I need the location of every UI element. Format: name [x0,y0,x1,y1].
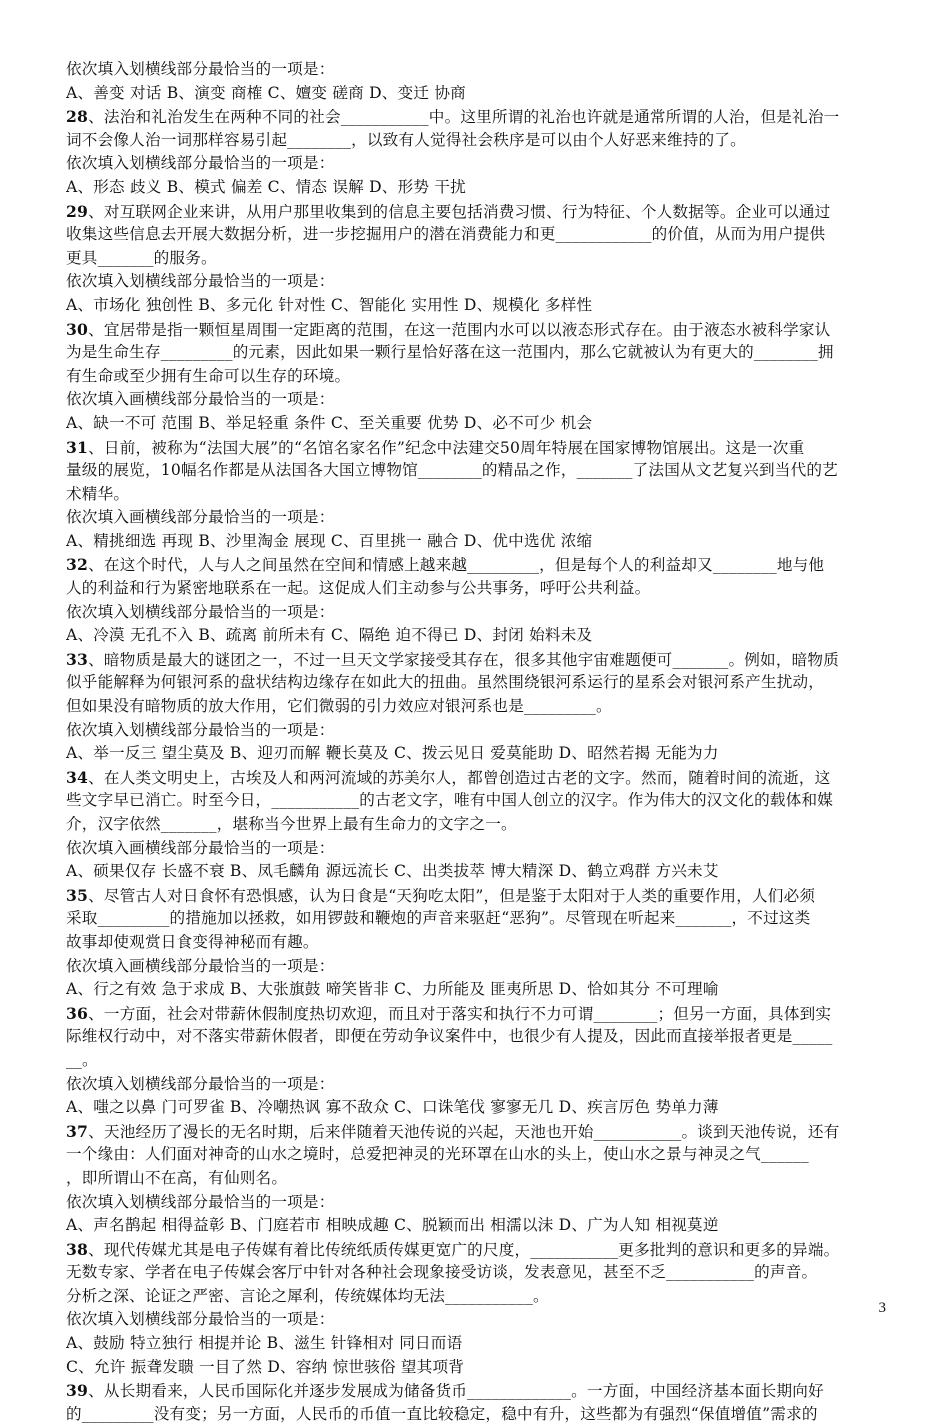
line-text: A、精挑细选 再现 B、沙里淘金 展现 C、百里挑一 融合 D、优中选优 浓缩 [66,531,593,550]
question-line [66,436,884,460]
line-text: 、一方面，社会对带薪休假制度热切欢迎，而且对于落实和执行不力可谓________；但另一方面，具体到实 [88,1004,832,1023]
question-line [66,766,884,790]
line-text: 、法治和礼治发生在两种不同的社会___________中。这里所谓的礼治也许就是通常所谓的人治，但是礼治一 [88,108,840,127]
text-line [66,978,884,1002]
line-text: 依次填入划横线部分最恰当的一项是： [66,602,335,621]
question-number: 31 [66,437,89,457]
text-line [66,1025,884,1049]
text-line [66,789,884,813]
page-number: 3 [878,1300,886,1316]
text-line [66,152,884,176]
question-number: 30 [66,319,89,339]
line-text: 词不会像人治一词那样容易引起________，以致有人觉得社会秩序是可以由个人好恶来维持的了。 [66,130,746,149]
question-line [66,648,884,672]
text-line [66,601,884,625]
text-line [66,671,884,695]
line-text: 介，汉字依然_______，堪称当今世界上最有生命力的文字之一。 [66,815,517,833]
question-line [66,105,884,129]
question-line [66,1379,884,1403]
line-text: 更具_______的服务。 [66,248,217,267]
line-text: 、现代传媒尤其是电子传媒有着比传统纸质传媒更宽广的尺度，___________更多批判的意识和更多的异端。 [88,1240,840,1259]
question-number: 32 [66,555,89,575]
text-line [66,1356,884,1380]
line-text: 依次填入画横线部分最恰当的一项是： [66,508,335,527]
text-line [66,742,884,766]
text-line [66,837,884,861]
text-line [66,270,884,294]
line-text: 、尽管古人对日食怀有恐惧感，认为日食是“天狗吃太阳”，但是鉴于太阳对于人类的重要作用，人们必须 [88,886,816,905]
line-text: 故事却使观赏日食变得神秘而有趣。 [66,932,319,951]
line-text: 、对互联网企业来讲，从用户那里收集到的信息主要包括消费习惯、行为特征、个人数据等。企业可以通过 [88,202,831,221]
text-line [66,129,884,153]
question-number: 39 [66,1381,89,1401]
line-text: A、鼓励 特立独行 相提并论 B、滋生 针锋相对 同日而语 [66,1334,463,1353]
line-text: 术精华。 [66,484,130,503]
text-line [66,931,884,955]
line-text: 际维权行动中，对不落实带薪休假者，即便在劳动争议案件中，也很少有人提及，因此而直接举报者更是_____ [66,1027,833,1046]
line-text: 、从长期看来，人民币国际化并逐步发展成为储备货币_____________。一方面，中国经济基本面长期向好 [88,1382,824,1401]
text-line [66,955,884,979]
line-text: 依次填入划横线部分最恰当的一项是： [66,154,335,173]
question-number: 28 [66,107,89,127]
line-text: 采取_________的措施加以拯救，如用锣鼓和鞭炮的声音来驱赶“恶狗”。尽管现在听起来_______，不过这类 [66,909,811,928]
text-line [66,483,884,507]
line-text: 依次填入画横线部分最恰当的一项是： [66,390,335,409]
line-text: 依次填入划横线部分最恰当的一项是： [66,60,335,78]
line-text: 为是生命生存_________的元素，因此如果一颗行星恰好落在这一范围内，那么它就被认为有更大的________拥 [66,343,834,362]
text-line [66,813,884,837]
question-line [66,1120,884,1144]
text-line [66,58,884,82]
question-number: 35 [66,885,89,905]
line-text: 有生命或至少拥有生命可以生存的环境。 [66,366,351,385]
text-line [66,1096,884,1120]
text-line [66,577,884,601]
text-line [66,624,884,648]
line-text: 依次填入划横线部分最恰当的一项是： [66,1192,335,1211]
text-line [66,294,884,318]
text-line [66,506,884,530]
text-line [66,1073,884,1097]
line-text: 分析之深、论证之严密、言论之犀利，传统媒体均无法___________。 [66,1286,549,1305]
question-number: 29 [66,201,89,221]
line-text: 些文字早已消亡。时至今日，___________的古老文字，唯有中国人创立的汉字。作为伟大的汉文化的载体和媒 [66,791,834,810]
line-text: 、天池经历了漫长的无名时期，后来伴随着天池传说的兴起，天池也开始___________。谈到天池传说，还有 [88,1122,840,1141]
line-text: 、暗物质是最大的谜团之一，不过一旦天文学家接受其存在，很多其他宇宙难题便可_______。例如，暗物质 [88,650,840,669]
text-line [66,1167,884,1191]
text-line [66,1143,884,1167]
line-text: 但如果没有暗物质的放大作用，它们微弱的引力效应对银河系也是_________。 [66,697,612,716]
text-line [66,1214,884,1238]
text-line [66,1403,884,1426]
line-text: 人的利益和行为紧密地联系在一起。这促成人们主动参与公共事务，呼吁公共利益。 [66,579,651,598]
text-line [66,1308,884,1332]
text-line [66,907,884,931]
text-line [66,365,884,389]
line-text: A、行之有效 急于求成 B、大张旗鼓 啼笑皆非 C、力所能及 匪夷所思 D、恰如其分 不可理喻 [66,980,719,999]
text-line [66,223,884,247]
text-line [66,719,884,743]
text-line [66,412,884,436]
line-text: C、允许 振聋发聩 一目了然 D、容纳 惊世骇俗 望其项背 [66,1357,465,1376]
document-body [66,58,884,1426]
line-text: A、善变 对话 B、演变 商榷 C、嬗变 磋商 D、变迁 协商 [66,83,466,102]
line-text: A、声名鹊起 相得益彰 B、门庭若市 相映成趣 C、脱颖而出 相濡以沫 D、广为人知 相视莫逆 [66,1216,719,1235]
text-line [66,1049,884,1073]
question-number: 33 [66,649,89,669]
text-line [66,530,884,554]
text-line [66,341,884,365]
line-text: 依次填入划横线部分最恰当的一项是： [66,272,335,291]
line-text: 一个缘由：人们面对神奇的山水之境时，总爱把神灵的光环罩在山水的头上，使山水之景与神灵之气______ [66,1145,809,1164]
line-text: 依次填入划横线部分最恰当的一项是： [66,720,335,739]
text-line [66,176,884,200]
question-line [66,1002,884,1026]
text-line [66,82,884,106]
question-line [66,553,884,577]
line-text: A、冷漠 无孔不入 B、疏离 前所未有 C、隔绝 迫不得已 D、封闭 始料未及 [66,626,593,645]
question-number: 37 [66,1121,89,1141]
text-line [66,1191,884,1215]
line-text: 、日前，被称为“法国大展”的“名馆名家名作”纪念中法建交50周年特展在国家博物馆展出。这是一次重 [88,438,805,457]
line-text: 依次填入划横线部分最恰当的一项是： [66,1310,335,1329]
line-text: ，即所谓山不在高，有仙则名。 [66,1168,288,1187]
question-line [66,1238,884,1262]
line-text: A、硕果仅存 长盛不衰 B、凤毛麟角 源远流长 C、出类拔萃 博大精深 D、鹤立鸡群 方兴未艾 [66,862,719,881]
line-text: A、缺一不可 范围 B、举足轻重 条件 C、至关重要 优势 D、必不可少 机会 [66,413,593,432]
line-text: 、在人类文明史上，古埃及人和两河流域的苏美尔人，都曾创造过古老的文字。然而，随着时间的流逝，这 [88,768,831,787]
text-line [66,459,884,483]
line-text: A、形态 歧义 B、模式 偏差 C、情态 误解 D、形势 干扰 [66,177,466,196]
line-text: 依次填入画横线部分最恰当的一项是： [66,838,335,857]
line-text: 依次填入划横线部分最恰当的一项是： [66,1074,335,1093]
text-line [66,1285,884,1309]
text-line [66,695,884,719]
line-text: A、举一反三 望尘莫及 B、迎刃而解 鞭长莫及 C、拨云见日 爱莫能助 D、昭然若揭 无能为力 [66,744,719,763]
line-text: 量级的展览，10幅名作都是从法国各大国立博物馆________的精品之作，_______了法国从文艺复兴到当代的艺 [66,461,838,480]
question-line [66,318,884,342]
line-text: 收集这些信息去开展大数据分析，进一步挖掘用户的潜在消费能力和更____________的价值，从而为用户提供 [66,225,826,244]
question-line [66,884,884,908]
line-text: 的_________没有变；另一方面，人民币的币值一直比较稳定，稳中有升，这些都为有强烈“保值增值”需求的 [66,1404,818,1423]
line-text: __。 [66,1050,98,1069]
question-number: 34 [66,767,89,787]
line-text: A、市场化 独创性 B、多元化 针对性 C、智能化 实用性 D、规模化 多样性 [66,295,593,314]
text-line [66,388,884,412]
line-text: 、宜居带是指一颗恒星周围一定距离的范围，在这一范围内水可以以液态形式存在。由于液态水被科学家认 [88,320,831,339]
line-text: 、在这个时代，人与人之间虽然在空间和情感上越来越_________，但是每个人的利益却又________地与他 [88,556,825,575]
line-text: 依次填入画横线部分最恰当的一项是： [66,956,335,975]
line-text: A、嗤之以鼻 门可罗雀 B、冷嘲热讽 寡不敌众 C、口诛笔伐 寥寥无几 D、疾言厉色 势单力薄 [66,1098,719,1117]
line-text: 似乎能解释为何银河系的盘状结构边缘存在如此大的扭曲。虽然围绕银河系运行的星系会对银河系产生扰动， [66,673,825,692]
question-number: 38 [66,1239,89,1259]
text-line [66,860,884,884]
question-number: 36 [66,1003,89,1023]
line-text: 无数专家、学者在电子传媒会客厅中针对各种社会现象接受访谈，发表意见，甚至不乏___________的声音。 [66,1263,818,1282]
question-line [66,200,884,224]
text-line [66,247,884,271]
text-line [66,1261,884,1285]
